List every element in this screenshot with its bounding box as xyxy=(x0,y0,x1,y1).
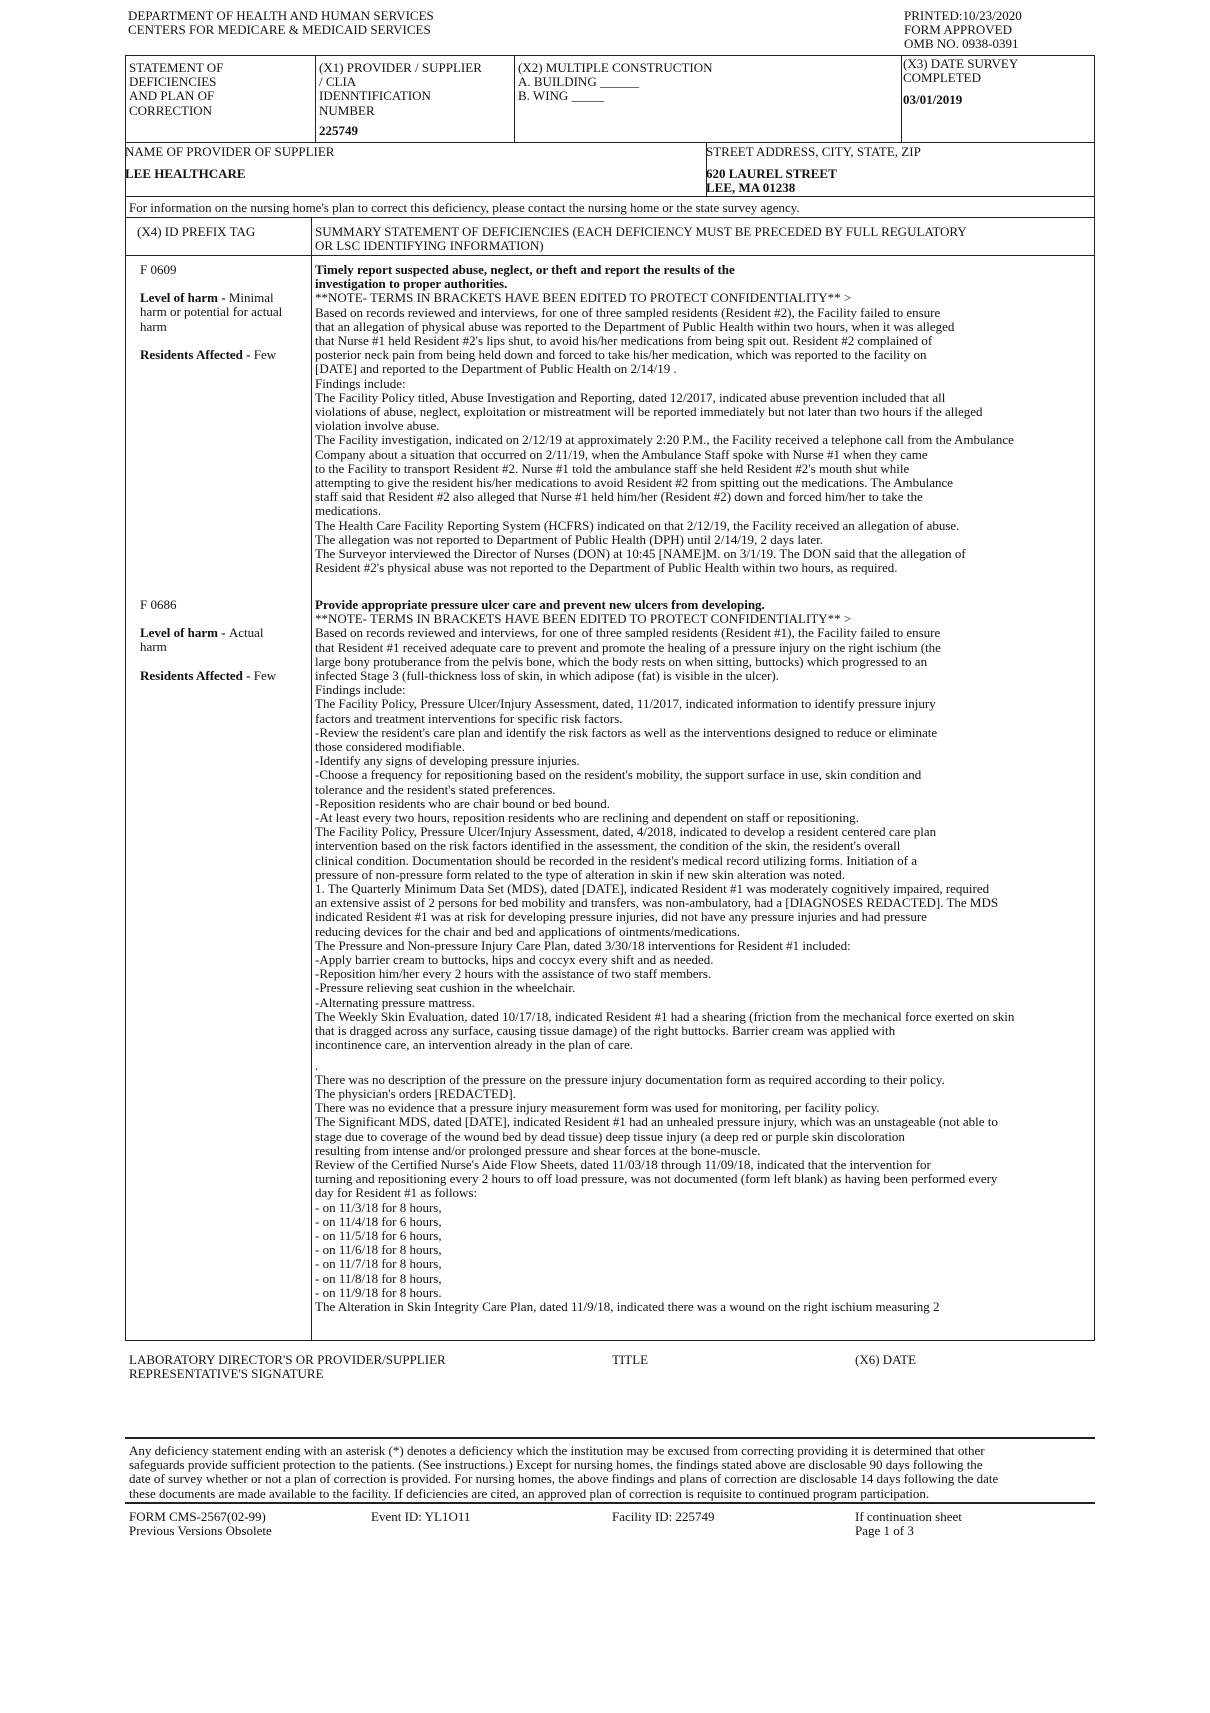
provider-name-cell: NAME OF PROVIDER OF SUPPLIER LEE HEALTHCARE xyxy=(125,144,335,182)
address-line-1: 620 LAUREL STREET xyxy=(706,166,837,182)
provider-id-value: 225749 xyxy=(319,122,358,138)
date-label: (X6) DATE xyxy=(855,1352,917,1367)
address-cell: STREET ADDRESS, CITY, STATE, ZIP 620 LAUREL STREET LEE, MA 01238 xyxy=(706,144,921,196)
column-header-summary: SUMMARY STATEMENT OF DEFICIENCIES (EACH DEFICIENCY MUST BE PRECEDED BY FULL REGULATORY OR LSC IDENTIFYING INFORMATION) xyxy=(315,224,967,254)
survey-date-value: 03/01/2019 xyxy=(903,92,963,108)
page-number: Page 1 of 3 xyxy=(855,1523,914,1539)
form-info xyxy=(904,9,1022,52)
omb-number: OMB NO. 0938-0391 xyxy=(904,36,1019,52)
event-id: Event ID: YL1O11 xyxy=(371,1509,471,1524)
deficiency-text-f0609: Timely report suspected abuse, neglect, or theft and report the results of the investigation to proper authorities. **NOTE- TERMS IN BRACKETS HAVE BEEN EDITED TO PROTECT CONFIDENTIALITY** > Based on records reviewed and interviews, for one of three sampled residents (Resident #2), the Facility failed to ensure that an allegation of physical abuse was reported to the Department of Public Health within two hours, when it was alleged that Nurse #1 held Resident #2's lips shut, to avoid his/her medications from being spit out. Resident #2 complained of posterior neck pain from being held down and forced to take his/her medication, which was reported to the facility on [DATE] and reported to the Department of Public Health on 2/14/19 . Findings include: The Facility Policy titled, Abuse Investigation and Reporting, dated 12/2017, indicated abuse prevention included that all violations of abuse, neglect, exploitation or mistreatment will be reported immediately but not later than two hours if the alleged violation involve abuse. The Facility investigation, indicated on 2/12/19 at approximately 2:20 P.M., the Facility received a telephone call from the Ambulance Company about a situation that occurred on 2/11/19, when the Ambulance Staff spoke with Nurse #1 when they came to the Facility to transport Resident #2. Nurse #1 told the ambulance staff she held Resident #2's mouth shut while attempting to give the resident his/her medications to avoid Resident #2 from spitting out the medications. The Ambulance staff said that Resident #2 also alleged that Nurse #1 held him/her (Resident #2) down and forced him/her to take the medications. The Health Care Facility Reporting System (HCFRS) indicated on that 2/12/19, the Facility received an allegation of abuse. The allegation was not reported to Department of Public Health (DPH) until 2/14/19, 2 days later. The Surveyor interviewed the Director of Nurses (DON) at 10:45 [NAME]M. on 3/1/19. The DON said that the allegation of Resident #2's physical abuse was not reported to the Department of Public Health within two hours, as required. xyxy=(315,262,1014,576)
dept-line-1: DEPARTMENT OF HEALTH AND HUMAN SERVICES xyxy=(128,8,434,23)
column-header-tag: (X4) ID PREFIX TAG xyxy=(137,224,256,239)
dept-line-2: CENTERS FOR MEDICARE & MEDICAID SERVICES xyxy=(128,22,431,38)
title-label: TITLE xyxy=(612,1352,649,1367)
form-number: FORM CMS-2567(02-99) Previous Versions Obsolete xyxy=(129,1509,272,1539)
form-approved: FORM APPROVED xyxy=(904,22,1013,38)
tag-block-f0609: F 0609 Level of harm - Minimal harm or potential for actual harm Residents Affected - Few xyxy=(140,263,300,362)
info-line: For information on the nursing home's plan to correct this deficiency, please contact the nursing home or the state survey agency. xyxy=(129,200,800,215)
tag-id: F 0609 xyxy=(140,262,177,277)
provider-name: LEE HEALTHCARE xyxy=(125,166,246,182)
survey-date-cell: (X3) DATE SURVEY COMPLETED 03/01/2019 xyxy=(903,56,1019,108)
page-info: If continuation sheet Page 1 of 3 xyxy=(855,1509,962,1539)
disclaimer: Any deficiency statement ending with an asterisk (*) denotes a deficiency which the institution may be excused from correcting providing it is determined that other safeguards provide sufficient protection to the patients. (See instructions.) Except for nursing homes, the findings stated above are disclosable 90 days following the date of survey whether or not a plan of correction is provided. For nursing homes, the above findings and plans of correction are disclosable 14 days following the date these documents are made available to the facility. If deficiencies are cited, an approved plan of correction is requisite to continued program participation. xyxy=(129,1443,999,1501)
agency-header xyxy=(128,9,434,37)
printed-date: PRINTED:10/23/2020 xyxy=(904,8,1022,23)
provider-id-cell: (X1) PROVIDER / SUPPLIER / CLIA IDENNTIFICATION NUMBER 225749 xyxy=(319,60,482,138)
facility-id: Facility ID: 225749 xyxy=(612,1509,715,1524)
multiple-construction-cell: (X2) MULTIPLE CONSTRUCTION A. BUILDING ______ B. WING _____ xyxy=(518,60,713,104)
address-line-2: LEE, MA 01238 xyxy=(706,180,796,196)
signature-label: LABORATORY DIRECTOR'S OR PROVIDER/SUPPLIER REPRESENTATIVE'S SIGNATURE xyxy=(129,1352,446,1382)
statement-cell: STATEMENT OF DEFICIENCIES AND PLAN OF CORRECTION xyxy=(129,60,224,118)
deficiency-text-f0686: Provide appropriate pressure ulcer care and prevent new ulcers from developing. **NOTE- TERMS IN BRACKETS HAVE BEEN EDITED TO PROTECT CONFIDENTIALITY** > Based on records reviewed and interviews, for one of three sampled residents (Resident #1), the Facility failed to ensure that Resident #1 received adequate care to prevent and promote the healing of a pressure injury on the right ischium (the large bony protuberance from the pelvis bone, which the body rests on when sitting, buttocks) which progressed to an infected Stage 3 (full-thickness loss of skin, in which adipose (fat) is visible in the ulcer). Findings include: The Facility Policy, Pressure Ulcer/Injury Assessment, dated, 11/2017, indicated information to identify pressure injury factors and treatment interventions for specific risk factors. -Review the resident's care plan and identify the risk factors as well as the interventions designed to reduce or eliminate those considered modifiable. -Identify any signs of developing pressure injuries. -Choose a frequency for repositioning based on the resident's mobility, the support surface in use, skin condition and tolerance and the resident's stated preferences. -Reposition residents who are chair bound or bed bound. -At least every two hours, reposition residents who are reclining and dependent on staff or repositioning. The Facility Policy, Pressure Ulcer/Injury Assessment, dated, 4/2018, indicated to develop a resident centered care plan intervention based on the risk factors identified in the assessment, the condition of the skin, the resident's overall clinical condition. Documentation should be recorded in the resident's medical record utilizing forms. Initiation of a pressure of non-pressure form related to the type of alteration in skin if new skin alteration was noted. 1. The Quarterly Minimum Data Set (MDS), dated [DATE], indicated Resident #1 was moderately cognitively impaired, required an extensive assist of 2 persons for bed mobility and transfers, was non-ambulatory, had a [DIAGNOSES REDACTED]. The MDS indicated Resident #1 was at risk for developing pressure injuries, did not have any pressure injuries and had pressure reducing devices for the chair and bed and applications of ointments/medications. The Pressure and Non-pressure Injury Care Plan, dated 3/30/18 interventions for Resident #1 included: -Apply barrier cream to buttocks, hips and coccyx every shift and as needed. -Reposition him/her every 2 hours with the assistance of two staff members. -Pressure relieving seat cushion in the wheelchair. -Alternating pressure mattress. The Weekly Skin Evaluation, dated 10/17/18, indicated Resident #1 had a shearing (friction from the mechanical force exerted on skin that is dragged across any surface, causing tissue damage) of the right buttocks. Barrier cream was applied with incontinence care, an intervention already in the plan of care. . There was no description of the pressure on the pressure injury documentation form as required according to their policy. The physician's orders [REDACTED]. There was no evidence that a pressure injury measurement form was used for monitoring, per facility policy. The Significant MDS, dated [DATE], indicated Resident #1 had an unhealed pressure injury, which was an unstageable (not able to stage due to coverage of the wound bed by dead tissue) deep tissue injury (a deep red or purple skin discoloration resulting from intense and/or prolonged pressure and shear forces at the bone-muscle. Review of the Certified Nurse's Aide Flow Sheets, dated 11/03/18 through 11/09/18, indicated that the intervention for turning and repositioning every 2 hours to off load pressure, was not documented (form left blank) as having been performed every day for Resident #1 as follows: - on 11/3/18 for 8 hours, - on 11/4/18 for 6 hours, - on 11/5/18 for 6 hours, - on 11/6/18 for 8 hours, - on 11/7/18 for 8 hours, - on 11/8/18 for 8 hours, - on 11/9/18 for 8 hours. The Alteration in Skin Integrity Care Plan, dated 11/9/18, indicated there was a wound on the right ischium measuring 2 xyxy=(315,597,1015,1314)
tag-block-f0686: F 0686 Level of harm - Actual harm Residents Affected - Few xyxy=(140,598,300,683)
tag-id: F 0686 xyxy=(140,597,177,612)
